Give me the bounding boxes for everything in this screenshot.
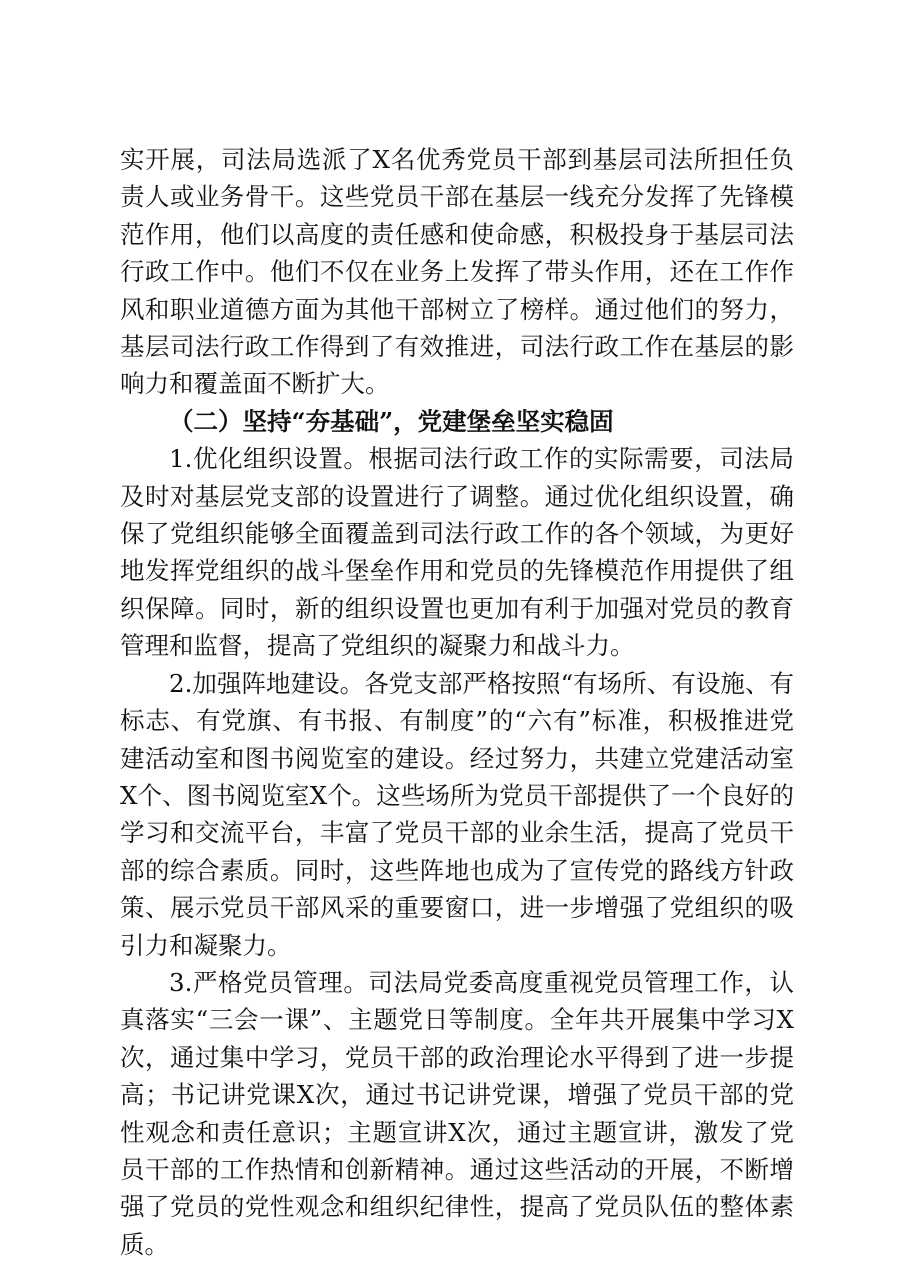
section-heading: （二）坚持“夯基础”，党建堡垒坚实稳固 bbox=[169, 406, 614, 436]
document-page bbox=[120, 141, 794, 1263]
continuation-paragraph: 实开展，司法局选派了X名优秀党员干部到基层司法所担任负责人或业务骨干。这些党员干部在基层一线充分发挥了先锋模范作用，他们以高度的责任感和使命感，积极投身于基层司法行政工作中。他们不仅在业务上发挥了带头作用，还在工作作风和职业道德方面为其他干部树立了榜样。通过他们的努力，基层司法行政工作得到了有效推进，司法行政工作在基层的影响力和覆盖面不断扩大。 bbox=[120, 145, 794, 399]
paragraph-optimize-organization: 1.优化组织设置。根据司法行政工作的实际需要，司法局及时对基层党支部的设置进行了调整。通过优化组织设置，确保了党组织能够全面覆盖到司法行政工作的各个领域，为更好地发挥党组织的战斗堡垒作用和党员的先锋模范作用提供了组织保障。同时，新的组织设置也更加有利于加强对党员的教育管理和监督，提高了党组织的凝聚力和战斗力。 bbox=[120, 444, 794, 661]
paragraph-member-management: 3.严格党员管理。司法局党委高度重视党员管理工作，认真落实“三会一课”、主题党日等制度。全年共开展集中学习X次，通过集中学习，党员干部的政治理论水平得到了进一步提高；书记讲党课X次，通过书记讲党课，增强了党员干部的党性观念和责任意识；主题宣讲X次，通过主题宣讲，激发了党员干部的工作热情和创新精神。通过这些活动的开展，不断增强了党员的党性观念和组织纪律性，提高了党员队伍的整体素质。 bbox=[120, 967, 794, 1259]
paragraph-position-building: 2.加强阵地建设。各党支部严格按照“有场所、有设施、有标志、有党旗、有书报、有制度”的“六有”标准，积极推进党建活动室和图书阅览室的建设。经过努力，共建立党建活动室X个、图书阅览室X个。这些场所为党员干部提供了一个良好的学习和交流平台，丰富了党员干部的业余生活，提高了党员干部的综合素质。同时，这些阵地也成为了宣传党的路线方针政策、展示党员干部风采的重要窗口，进一步增强了党组织的吸引力和凝聚力。 bbox=[120, 668, 794, 960]
